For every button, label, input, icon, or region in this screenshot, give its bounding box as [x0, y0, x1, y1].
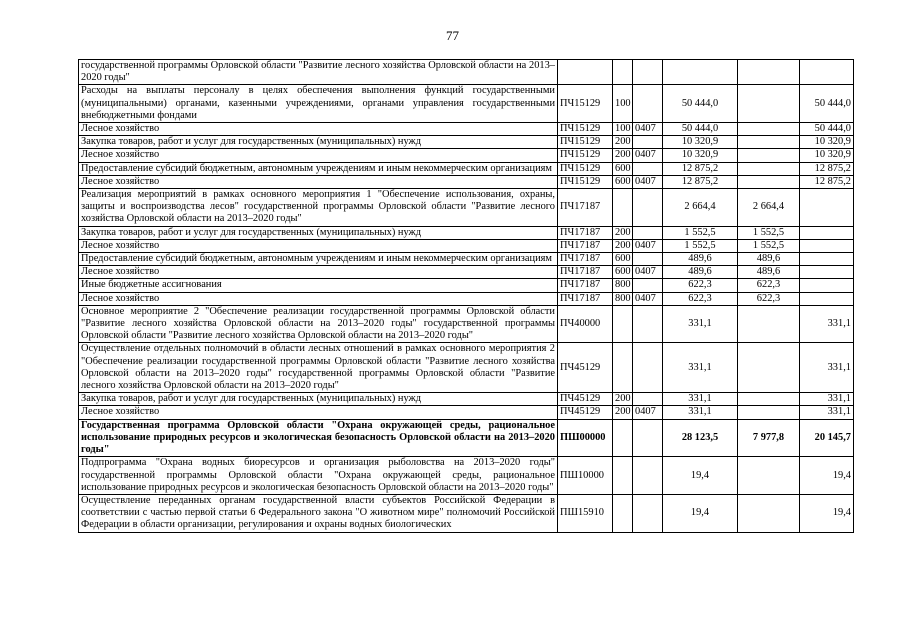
target-code-cell: ПЧ15129 — [558, 123, 613, 136]
expense-type-cell: 600 — [613, 162, 633, 175]
amount-subvention-cell: 331,1 — [800, 393, 854, 406]
amount-total-cell: 489,6 — [663, 253, 738, 266]
table-row — [79, 85, 854, 123]
table-row — [79, 494, 854, 532]
table-row — [79, 343, 854, 393]
row-name-cell: Закупка товаров, работ и услуг для государственных (муниципальных) нужд — [79, 136, 558, 149]
section-code-cell — [633, 305, 663, 343]
table-row — [79, 60, 854, 85]
amount-own-cell: 489,6 — [738, 253, 800, 266]
expense-type-cell: 200 — [613, 226, 633, 239]
amount-subvention-cell — [800, 189, 854, 227]
table-row — [79, 393, 854, 406]
amount-own-cell — [738, 494, 800, 532]
target-code-cell: ПЧ40000 — [558, 305, 613, 343]
target-code-cell: ПЧ17187 — [558, 253, 613, 266]
amount-subvention-cell — [800, 266, 854, 279]
expense-type-cell: 200 — [613, 239, 633, 252]
amount-subvention-cell — [800, 226, 854, 239]
amount-total-cell: 1 552,5 — [663, 226, 738, 239]
row-name-cell: Лесное хозяйство — [79, 406, 558, 419]
target-code-cell: ПЧ45129 — [558, 393, 613, 406]
table-row — [79, 149, 854, 162]
amount-total-cell: 50 444,0 — [663, 123, 738, 136]
row-name-cell: Лесное хозяйство — [79, 149, 558, 162]
row-name-cell: Осуществление отдельных полномочий в области лесных отношений в рамках основного мероприятия 2 "Обеспечение реализации государственной программы Орловской области "Развитие лесного хозяйства Орловской области на 2013–2020 годы" государственной программы Орловской области "Развитие лесного хозяйства Орловской области на 2013–2020 годы" — [79, 343, 558, 393]
amount-own-cell — [738, 123, 800, 136]
target-code-cell: ПЧ17187 — [558, 239, 613, 252]
amount-subvention-cell: 12 875,2 — [800, 175, 854, 188]
amount-subvention-cell: 331,1 — [800, 305, 854, 343]
amount-own-cell — [738, 457, 800, 495]
row-name-cell: Основное мероприятие 2 "Обеспечение реализации государственной программы Орловской области "Развитие лесного хозяйства Орловской области на 2013–2020 годы" государственной программы Орловской области "Развитие лесного хозяйства Орловской области на 2013–2020 годы" — [79, 305, 558, 343]
amount-total-cell: 28 123,5 — [663, 419, 738, 457]
section-code-cell — [633, 85, 663, 123]
row-name-cell: Лесное хозяйство — [79, 123, 558, 136]
section-code-cell — [633, 162, 663, 175]
expense-type-cell: 200 — [613, 136, 633, 149]
table-row — [79, 239, 854, 252]
amount-total-cell: 622,3 — [663, 279, 738, 292]
target-code-cell: ПЧ15129 — [558, 162, 613, 175]
target-code-cell: ПЧ17187 — [558, 292, 613, 305]
amount-subvention-cell — [800, 253, 854, 266]
expense-type-cell — [613, 60, 633, 85]
amount-subvention-cell — [800, 292, 854, 305]
section-code-cell: 0407 — [633, 149, 663, 162]
expense-type-cell — [613, 419, 633, 457]
amount-total-cell: 331,1 — [663, 393, 738, 406]
amount-own-cell: 1 552,5 — [738, 226, 800, 239]
amount-own-cell — [738, 85, 800, 123]
row-name-cell: Лесное хозяйство — [79, 175, 558, 188]
amount-total-cell: 10 320,9 — [663, 136, 738, 149]
table-row — [79, 266, 854, 279]
amount-subvention-cell: 10 320,9 — [800, 149, 854, 162]
expense-type-cell: 200 — [613, 149, 633, 162]
amount-total-cell: 331,1 — [663, 343, 738, 393]
target-code-cell: ПЧ15129 — [558, 149, 613, 162]
amount-subvention-cell: 331,1 — [800, 406, 854, 419]
expense-type-cell: 200 — [613, 393, 633, 406]
expense-type-cell — [613, 343, 633, 393]
row-name-cell: Расходы на выплаты персоналу в целях обеспечения выполнения функций государственными (муниципальными) органами, казенными учреждениями, органами управления государственными внебюджетными фондами — [79, 85, 558, 123]
table-row — [79, 457, 854, 495]
row-name-cell: Иные бюджетные ассигнования — [79, 279, 558, 292]
amount-subvention-cell: 331,1 — [800, 343, 854, 393]
amount-subvention-cell: 50 444,0 — [800, 85, 854, 123]
section-code-cell: 0407 — [633, 239, 663, 252]
amount-subvention-cell: 20 145,7 — [800, 419, 854, 457]
page-number: 77 — [446, 28, 459, 43]
row-name-cell: Лесное хозяйство — [79, 266, 558, 279]
row-name-cell: Предоставление субсидий бюджетным, автономным учреждениям и иным некоммерческим организациям — [79, 253, 558, 266]
amount-own-cell — [738, 393, 800, 406]
expense-type-cell: 600 — [613, 266, 633, 279]
expense-type-cell: 800 — [613, 279, 633, 292]
section-code-cell: 0407 — [633, 266, 663, 279]
amount-total-cell: 12 875,2 — [663, 162, 738, 175]
target-code-cell: ПЧ15129 — [558, 85, 613, 123]
section-code-cell — [633, 419, 663, 457]
section-code-cell — [633, 60, 663, 85]
row-name-cell: Предоставление субсидий бюджетным, автономным учреждениям и иным некоммерческим организациям — [79, 162, 558, 175]
table-row — [79, 292, 854, 305]
table-row — [79, 136, 854, 149]
table-row — [79, 406, 854, 419]
target-code-cell: ПЧ15129 — [558, 175, 613, 188]
table-body — [79, 60, 854, 533]
section-code-cell — [633, 393, 663, 406]
target-code-cell: ПШ15910 — [558, 494, 613, 532]
amount-total-cell: 1 552,5 — [663, 239, 738, 252]
amount-own-cell — [738, 136, 800, 149]
amount-subvention-cell: 19,4 — [800, 457, 854, 495]
target-code-cell: ПЧ17187 — [558, 189, 613, 227]
section-code-cell — [633, 343, 663, 393]
table-row — [79, 175, 854, 188]
amount-own-cell — [738, 149, 800, 162]
amount-subvention-cell — [800, 279, 854, 292]
target-code-cell: ПЧ45129 — [558, 406, 613, 419]
amount-own-cell — [738, 406, 800, 419]
amount-total-cell: 19,4 — [663, 494, 738, 532]
section-code-cell — [633, 136, 663, 149]
table-row — [79, 189, 854, 227]
amount-own-cell: 1 552,5 — [738, 239, 800, 252]
expense-type-cell — [613, 457, 633, 495]
row-name-cell: государственной программы Орловской области "Развитие лесного хозяйства Орловской области на 2013–2020 годы" — [79, 60, 558, 85]
amount-own-cell — [738, 60, 800, 85]
section-code-cell — [633, 189, 663, 227]
amount-subvention-cell: 19,4 — [800, 494, 854, 532]
row-name-cell: Подпрограмма "Охрана водных биоресурсов и организация рыболовства на 2013–2020 годы" государственной программы Орловской области "Охрана окружающей среды, рациональное использование природных ресурсов и экологическая безопасность Орловской области на 2013–2020 годы" — [79, 457, 558, 495]
section-code-cell: 0407 — [633, 406, 663, 419]
section-code-cell: 0407 — [633, 175, 663, 188]
budget-table — [78, 59, 854, 533]
expense-type-cell: 100 — [613, 85, 633, 123]
amount-total-cell: 331,1 — [663, 406, 738, 419]
amount-own-cell: 2 664,4 — [738, 189, 800, 227]
section-code-cell — [633, 279, 663, 292]
amount-total-cell: 2 664,4 — [663, 189, 738, 227]
amount-total-cell: 489,6 — [663, 266, 738, 279]
expense-type-cell: 100 — [613, 123, 633, 136]
expense-type-cell — [613, 189, 633, 227]
amount-subvention-cell — [800, 60, 854, 85]
table-row — [79, 279, 854, 292]
amount-total-cell: 622,3 — [663, 292, 738, 305]
expense-type-cell — [613, 494, 633, 532]
section-code-cell — [633, 226, 663, 239]
target-code-cell: ПШ00000 — [558, 419, 613, 457]
amount-own-cell: 489,6 — [738, 266, 800, 279]
section-code-cell: 0407 — [633, 292, 663, 305]
section-code-cell: 0407 — [633, 123, 663, 136]
amount-own-cell: 622,3 — [738, 292, 800, 305]
table-row — [79, 226, 854, 239]
table-row — [79, 162, 854, 175]
amount-subvention-cell: 10 320,9 — [800, 136, 854, 149]
target-code-cell: ПЧ17187 — [558, 279, 613, 292]
row-name-cell: Закупка товаров, работ и услуг для государственных (муниципальных) нужд — [79, 393, 558, 406]
amount-total-cell: 19,4 — [663, 457, 738, 495]
expense-type-cell: 600 — [613, 175, 633, 188]
row-name-cell: Реализация мероприятий в рамках основного мероприятия 1 "Обеспечение использования, охраны, защиты и воспроизводства лесов" государственной программы Орловской области "Развитие лесного хозяйства Орловской области на 2013–2020 годы" — [79, 189, 558, 227]
amount-own-cell — [738, 305, 800, 343]
row-name-cell: Закупка товаров, работ и услуг для государственных (муниципальных) нужд — [79, 226, 558, 239]
expense-type-cell — [613, 305, 633, 343]
amount-total-cell: 50 444,0 — [663, 85, 738, 123]
target-code-cell — [558, 60, 613, 85]
row-name-cell: Лесное хозяйство — [79, 292, 558, 305]
target-code-cell: ПЧ17187 — [558, 226, 613, 239]
amount-subvention-cell — [800, 239, 854, 252]
amount-total-cell: 10 320,9 — [663, 149, 738, 162]
amount-total-cell: 12 875,2 — [663, 175, 738, 188]
amount-own-cell — [738, 162, 800, 175]
row-name-cell: Лесное хозяйство — [79, 239, 558, 252]
expense-type-cell: 600 — [613, 253, 633, 266]
target-code-cell: ПЧ45129 — [558, 343, 613, 393]
amount-total-cell: 331,1 — [663, 305, 738, 343]
expense-type-cell: 800 — [613, 292, 633, 305]
row-name-cell: Государственная программа Орловской области "Охрана окружающей среды, рациональное использование природных ресурсов и экологическая безопасность Орловской области на 2013–2020 годы" — [79, 419, 558, 457]
target-code-cell: ПШ10000 — [558, 457, 613, 495]
section-code-cell — [633, 457, 663, 495]
amount-own-cell: 622,3 — [738, 279, 800, 292]
amount-subvention-cell: 12 875,2 — [800, 162, 854, 175]
target-code-cell: ПЧ17187 — [558, 266, 613, 279]
section-code-cell — [633, 253, 663, 266]
amount-subvention-cell: 50 444,0 — [800, 123, 854, 136]
table-row — [79, 253, 854, 266]
table-row — [79, 419, 854, 457]
table-row — [79, 305, 854, 343]
amount-total-cell — [663, 60, 738, 85]
target-code-cell: ПЧ15129 — [558, 136, 613, 149]
expense-type-cell: 200 — [613, 406, 633, 419]
table-row — [79, 123, 854, 136]
row-name-cell: Осуществление переданных органам государственной власти субъектов Российской Федерации в соответствии с частью первой статьи 6 Федерального закона "О животном мире" полномочий Российской Федерации в области организации, регулирования и охраны водных биологических — [79, 494, 558, 532]
section-code-cell — [633, 494, 663, 532]
amount-own-cell — [738, 343, 800, 393]
amount-own-cell: 7 977,8 — [738, 419, 800, 457]
amount-own-cell — [738, 175, 800, 188]
